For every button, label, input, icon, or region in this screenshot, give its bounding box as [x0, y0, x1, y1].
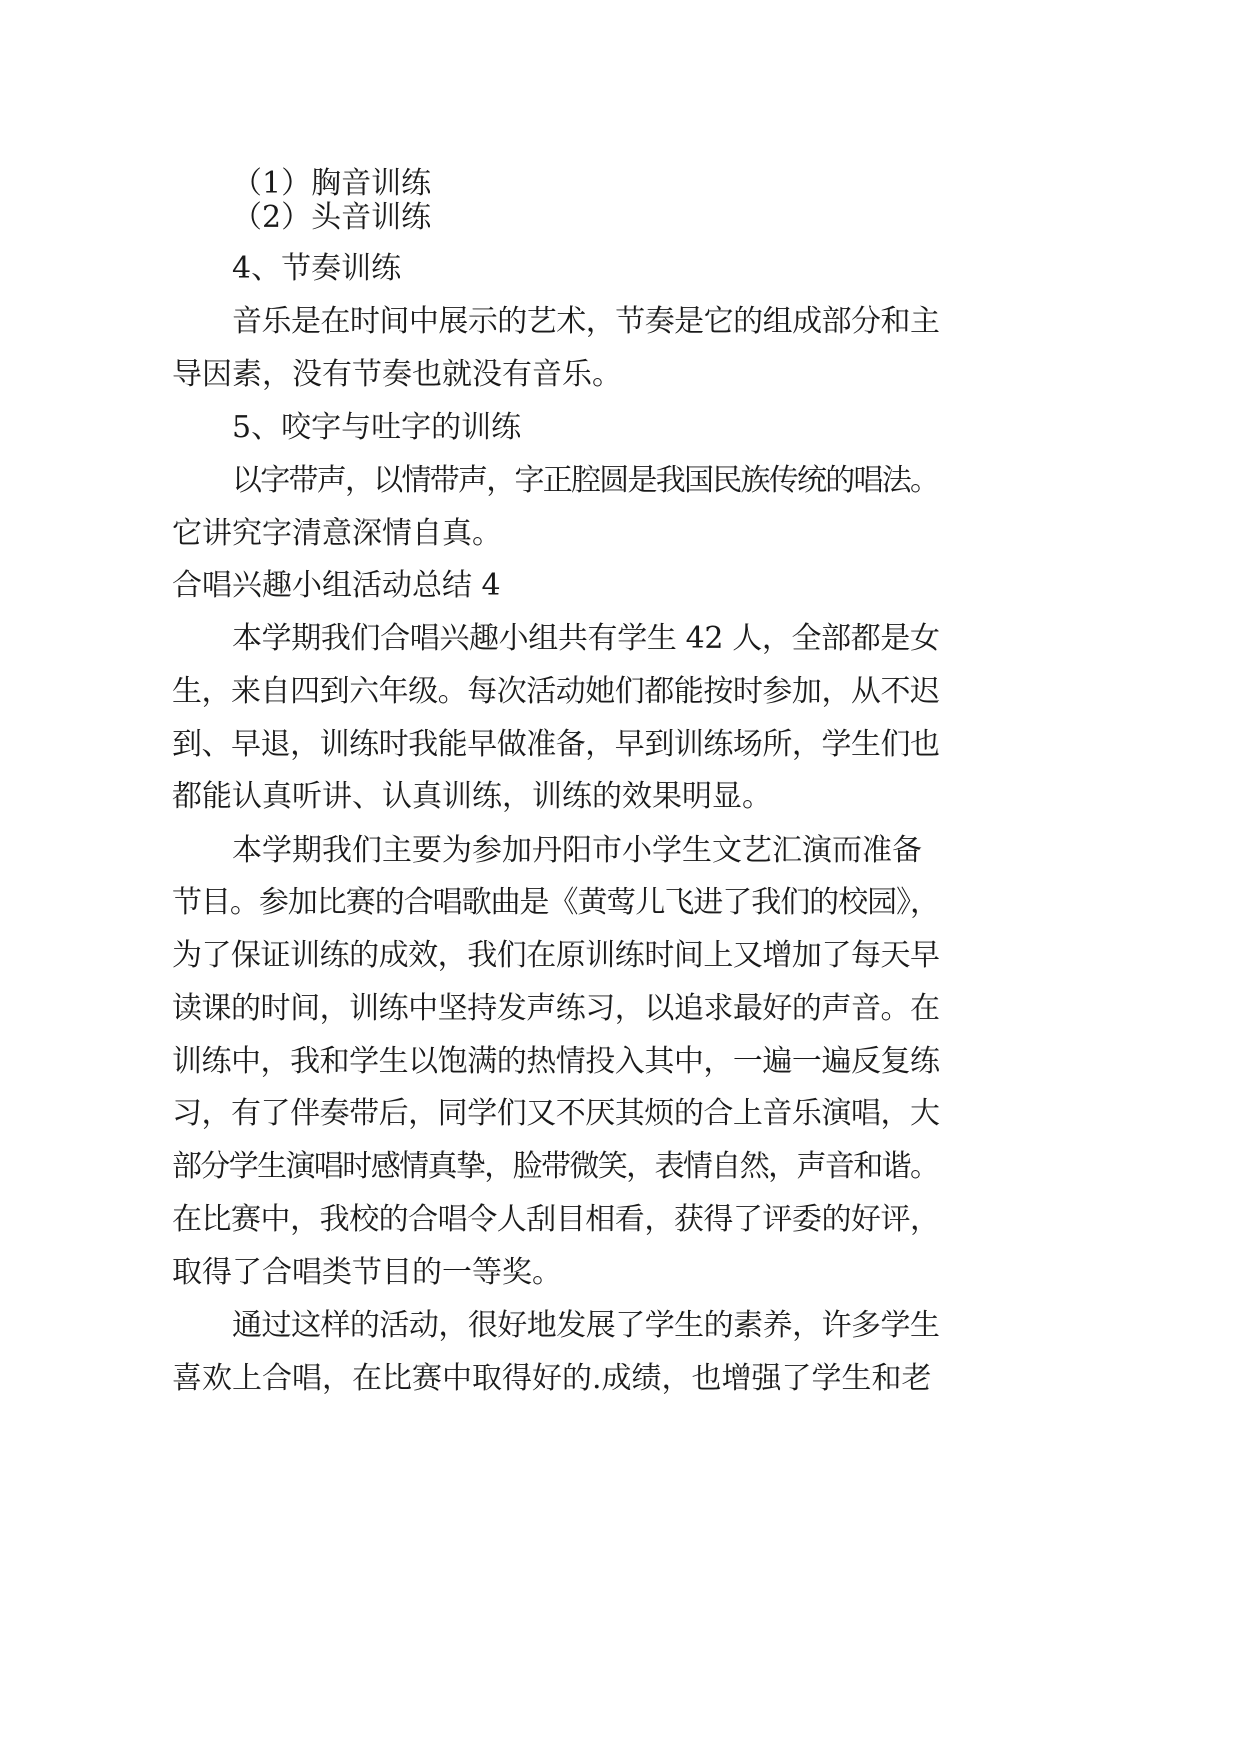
paragraph-line: 训练中，我和学生以饱满的热情投入其中，一遍一遍反复练	[172, 1044, 940, 1079]
paragraph-line: 习，有了伴奏带后，同学们又不厌其烦的合上音乐演唱，大	[172, 1096, 940, 1131]
sub-heading-chest-voice: （1）胸音训练	[232, 166, 432, 201]
paragraph-line: 在比赛中，我校的合唱令人刮目相看，获得了评委的好评，	[172, 1202, 940, 1237]
paragraph-line: 到、早退，训练时我能早做准备，早到训练场所，学生们也	[172, 727, 940, 762]
paragraph-line: 取得了合唱类节目的一等奖。	[172, 1255, 562, 1290]
sub-heading-head-voice: （2）头音训练	[232, 200, 432, 235]
paragraph-line: 音乐是在时间中展示的艺术，节奏是它的组成部分和主	[232, 304, 940, 339]
paragraph-line: 通过这样的活动，很好地发展了学生的素养，许多学生	[232, 1308, 940, 1343]
heading-rhythm-training: 4、节奏训练	[232, 251, 402, 286]
section-title: 合唱兴趣小组活动总结 4	[172, 568, 501, 603]
paragraph-line: 生，来自四到六年级。每次活动她们都能按时参加，从不迟	[172, 674, 940, 709]
paragraph-line: 本学期我们主要为参加丹阳市小学生文艺汇演而准备	[232, 833, 922, 868]
paragraph-line: 读课的时间，训练中坚持发声练习，以追求最好的声音。在	[172, 991, 940, 1026]
paragraph-line: 喜欢上合唱，在比赛中取得好的.成绩，也增强了学生和老	[172, 1361, 932, 1396]
paragraph-line: 以字带声，以情带声，字正腔圆是我国民族传统的唱法。	[232, 463, 939, 498]
heading-articulation-training: 5、咬字与吐字的训练	[232, 410, 522, 445]
paragraph-line: 本学期我们合唱兴趣小组共有学生 42 人，全部都是女	[232, 621, 940, 656]
paragraph-line: 导因素，没有节奏也就没有音乐。	[172, 357, 622, 392]
paragraph-line: 为了保证训练的成效，我们在原训练时间上又增加了每天早	[172, 938, 940, 973]
paragraph-line: 节目。参加比赛的合唱歌曲是《黄莺儿飞进了我们的校园》，	[172, 885, 939, 920]
paragraph-line: 都能认真听讲、认真训练，训练的效果明显。	[172, 779, 772, 814]
paragraph-line: 它讲究字清意深情自真。	[172, 516, 502, 551]
paragraph-line: 部分学生演唱时感情真挚，脸带微笑，表情自然，声音和谐。	[172, 1149, 939, 1184]
